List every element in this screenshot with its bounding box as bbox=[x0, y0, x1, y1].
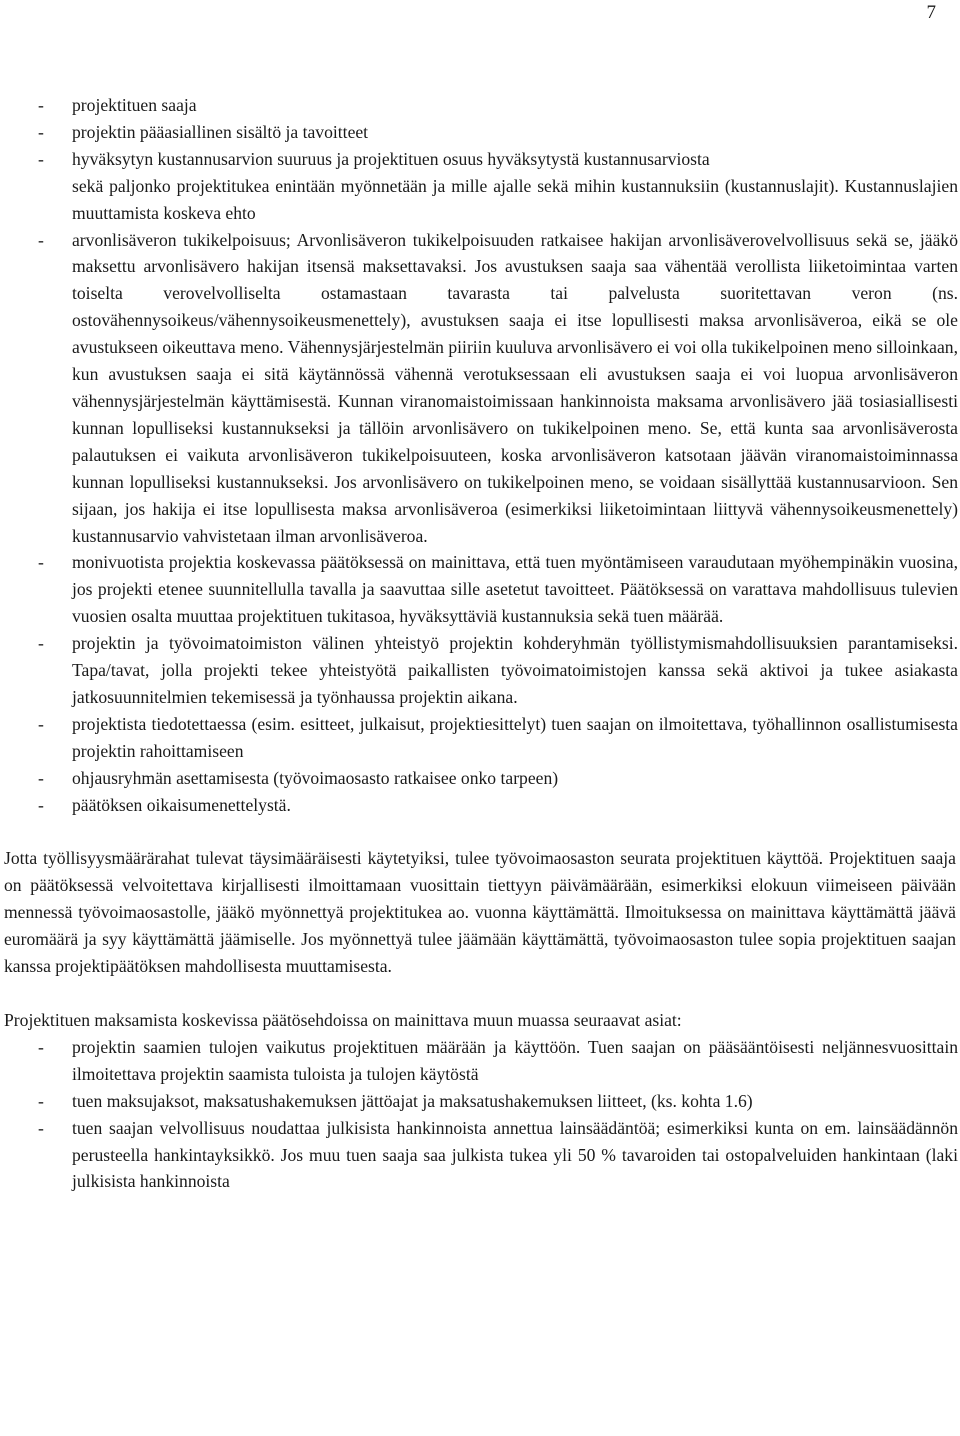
paragraph-intro: Projektituen maksamista koskevissa päätösehdoissa on mainittava muun muassa seuraavat asiat: bbox=[4, 1010, 682, 1030]
paragraph: Jotta työllisyysmäärärahat tulevat täysimääräisesti käytetyiksi, tulee työvoimaosaston seurata projektituen käyttöä. Projektituen saaja on päätöksessä velvoitettava kirjallisesti ilmoittamaan vuosittain tiettyyn päivämäärään, esimerkiksi elokuun viimeiseen päivään mennessä työvoimaosastolle, jääkö myönnettyä projektitukea ao. vuonna käyttämättä. Ilmoituksessa on mainittava käyttämättä jäävä euromäärä ja syy käyttämättä jäämiselle. Jos myönnettyä tulee jäämään käyttämättä, työvoimaosaston tulee sopia projektituen saajan kanssa projektipäätöksen mahdollisesta muuttamisesta. bbox=[4, 848, 956, 977]
list-item: - projektituen saaja bbox=[0, 92, 958, 119]
list-item-text: hyväksytyn kustannusarvion suuruus ja projektituen osuus hyväksytystä kustannusarviosta bbox=[72, 148, 710, 169]
list-item: - hyväksytyn kustannusarvion suuruus ja projektituen osuus hyväksytystä kustannusarviosta bbox=[0, 146, 958, 173]
page-number: 7 bbox=[926, 2, 936, 23]
list-continuation bbox=[0, 173, 958, 227]
list-item: - projektin ja työvoimatoimiston välinen yhteistyö projektin kohderyhmän työllistymismahdollisuuksien parantamiseksi. Tapa/tavat, jolla projekti tekee yhteistyötä paikallisten työvoimatoimistojen kanssa sekä aktivoi ja tukee asiakasta jatkosuunnitelmien tekemisessä ja työnhaussa projektin aikana. bbox=[0, 630, 958, 711]
list-item: - monivuotista projektia koskevassa päätöksessä on mainittava, että tuen myöntämiseen varaudutaan myöhempinäkin vuosina, jos projekti etenee suunnitellulla tavalla ja saavuttaa sille asetetut tavoitteet. Päätöksessä on varattava mahdollisuus tulevien vuosien osalta muuttaa projektituen tukitasoa, hyväksyttäviä kustannuksia sekä tuen määrää. bbox=[0, 549, 958, 630]
list-item-text: projektin pääasiallinen sisältö ja tavoitteet bbox=[72, 121, 369, 142]
list-item-text: tuen saajan velvollisuus noudattaa julkisista hankinnoista annettua lainsäädäntöä; esimerkiksi kunta on em. lainsäädännön perusteella hankintayksikkö. Jos muu tuen saaja saa julkista tukea yli 50 % tavaroiden tai ostopalveluiden hankintaan (laki julkisista hankinnoista bbox=[72, 1117, 958, 1192]
list-item-text: projektin saamien tulojen vaikutus projektituen määrään ja käyttöön. Tuen saajan on pääsääntöisesti neljännesvuosittain ilmoitettava projektin saamista tuloista ja tulojen käytöstä bbox=[72, 1036, 958, 1084]
list-item: - projektin saamien tulojen vaikutus projektituen määrään ja käyttöön. Tuen saajan on pääsääntöisesti neljännesvuosittain ilmoitettava projektin saamista tuloista ja tulojen käytöstä bbox=[0, 1034, 958, 1088]
list-item-text: ohjausryhmän asettamisesta (työvoimaosasto ratkaisee onko tarpeen) bbox=[72, 767, 559, 788]
list-item: - tuen maksujaksot, maksatushakemuksen jättöajat ja maksatushakemuksen liitteet, (ks. kohta 1.6) bbox=[0, 1088, 958, 1115]
list-continuation-text: sekä paljonko projektitukea enintään myönnetään ja mille ajalle sekä mihin kustannuksiin (kustannuslajit). Kustannuslajien muuttamista koskeva ehto bbox=[72, 175, 958, 223]
list-item-text: päätöksen oikaisumenettelystä. bbox=[72, 794, 291, 815]
list-item-text: projektin ja työvoimatoimiston välinen yhteistyö projektin kohderyhmän työllistymismahdollisuuksien parantamiseksi. Tapa/tavat, jolla projekti tekee yhteistyötä paikallisten työvoimatoimistojen kanssa sekä aktivoi ja tukee asiakasta jatkosuunnitelmien tekemisessä ja työnhaussa projektin aikana. bbox=[72, 633, 958, 707]
list-item: - päätöksen oikaisumenettelystä. bbox=[0, 792, 958, 819]
list-item: - projektista tiedotettaessa (esim. esitteet, julkaisut, projektiesittelyt) tuen saajan on ilmoitettava, työhallinnon osallistumisesta projektin rahoittamiseen bbox=[0, 711, 958, 765]
list-item-text: projektista tiedotettaessa (esim. esitteet, julkaisut, projektiesittelyt) tuen saajan on ilmoitettava, työhallinnon osallistumisesta projektin rahoittamiseen bbox=[72, 713, 958, 761]
list-item-text: monivuotista projektia koskevassa päätöksessä on mainittava, että tuen myöntämiseen varaudutaan myöhempinäkin vuosina, jos projekti etenee suunnitellulla tavalla ja saavuttaa sille asetetut tavoitteet. Päätöksessä on varattava mahdollisuus tulevien vuosien osalta muuttaa projektituen tukitasoa, hyväksyttäviä kustannuksia sekä tuen määrää. bbox=[72, 552, 958, 627]
list-item-text: tuen maksujaksot, maksatushakemuksen jättöajat ja maksatushakemuksen liitteet, (ks. kohta 1.6) bbox=[72, 1090, 753, 1111]
list-item: - ohjausryhmän asettamisesta (työvoimaosasto ratkaisee onko tarpeen) bbox=[0, 765, 958, 792]
list-item-text: projektituen saaja bbox=[72, 95, 197, 115]
list-item: - tuen saajan velvollisuus noudattaa julkisista hankinnoista annettua lainsäädäntöä; esimerkiksi kunta on em. lainsäädännön perusteella hankintayksikkö. Jos muu tuen saaja saa julkista tukea yli 50 % tavaroiden tai ostopalveluiden hankintaan (laki julkisista hankinnoista bbox=[0, 1115, 958, 1196]
list-item: - projektin pääasiallinen sisältö ja tavoitteet bbox=[0, 119, 958, 146]
list-item-text: arvonlisäveron tukikelpoisuus; Arvonlisäveron tukikelpoisuuden ratkaisee hakijan arvonlisäverovelvollisuus sekä se, jääkö maksettu arvonlisävero hakijan itsensä maksettavaksi. Jos avustuksen saaja saa vähentää verollista liiketoimintaa varten toiselta verovelvolliselta ostamastaan tavarasta tai palvelusta suoritettavan veron (ns. ostovähennysoikeus/vähennysoikeusmenettely), avustuksen saaja ei itse lopullisesti maksa arvonlisäveroa, eikä se ole avustukseen oikeuttava meno. Vähennysjärjestelmän piiriin kuuluva arvonlisävero ei voi olla tukikelpoinen meno silloinkaan, kun avustuksen saaja ei sitä käytännössä vähennä verotuksessaan eli avustuksen saaja ei voi luopua arvonlisäveron vähennysjärjestelmän käyttämisestä. Kunnan viranomaistoimissaan hankinnoista maksama arvonlisävero jää tosiasiallisesti kunnan lopulliseksi kustannukseksi ja tällöin arvonlisävero on tukikelpoinen meno. Se, että kunta saa arvonlisäverosta palautuksen ei vaikuta arvonlisäveron tukikelpoisuuteen, koska arvonlisäveron katsotaan jäävän viranomaistoiminnassa kunnan lopulliseksi kustannukseksi. Jos arvonlisävero on tukikelpoinen meno, se voidaan sisällyttää kustannusarvioon. Sen sijaan, jos hakija ei itse lopullisesta maksa arvonlisäveroa (esimerkiksi liiketoimintaan liittyvä vähennysoikeusmenettely) kustannusarvio vahvistetaan ilman arvonlisäveroa. bbox=[72, 229, 958, 546]
list-item: - arvonlisäveron tukikelpoisuus; Arvonlisäveron tukikelpoisuuden ratkaisee hakijan arvonlisäverovelvollisuus sekä se, jääkö maksettu arvonlisävero hakijan itsensä maksettavaksi. Jos avustuksen saaja saa vähentää verollista liiketoimintaa varten toiselta verovelvolliselta ostamastaan tavarasta tai palvelusta suoritettavan veron (ns. ostovähennysoikeus/vähennysoikeusmenettely), avustuksen saaja ei itse lopullisesti maksa arvonlisäveroa, eikä se ole avustukseen oikeuttava meno. Vähennysjärjestelmän piiriin kuuluva arvonlisävero ei voi olla tukikelpoinen meno silloinkaan, kun avustuksen saaja ei sitä käytännössä vähennä verotuksessaan eli avustuksen saaja ei voi luopua arvonlisäveron vähennysjärjestelmän käyttämisestä. Kunnan viranomaistoimissaan hankinnoista maksama arvonlisävero jää tosiasiallisesti kunnan lopulliseksi kustannukseksi ja tällöin arvonlisävero on tukikelpoinen meno. Se, että kunta saa arvonlisäverosta palautuksen ei vaikuta arvonlisäveron tukikelpoisuuteen, koska arvonlisäveron katsotaan jäävän viranomaistoiminnassa kunnan lopulliseksi kustannukseksi. Jos arvonlisävero on tukikelpoinen meno, se voidaan sisällyttää kustannusarvioon. Sen sijaan, jos hakija ei itse lopullisesta maksa arvonlisäveroa (esimerkiksi liiketoimintaan liittyvä vähennysoikeusmenettely) kustannusarvio vahvistetaan ilman arvonlisäveroa. bbox=[0, 227, 958, 550]
document-body bbox=[0, 92, 958, 1195]
